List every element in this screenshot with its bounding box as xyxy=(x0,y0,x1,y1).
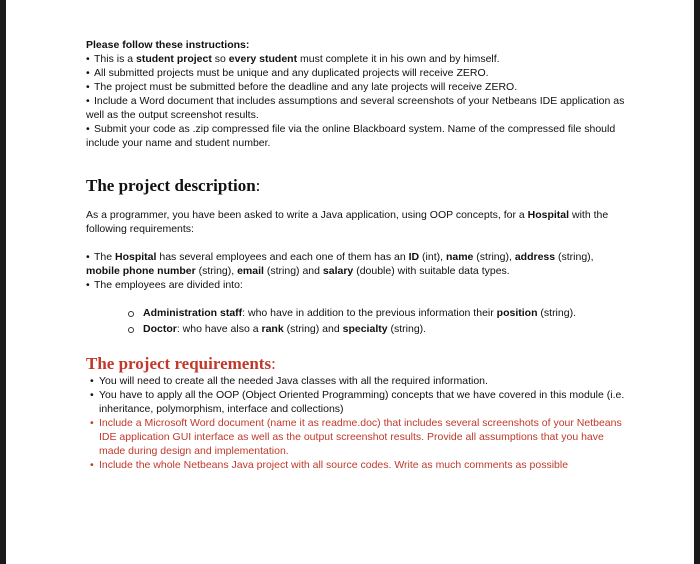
instructions-title: Please follow these instructions: xyxy=(86,39,250,51)
requirement-item: • You will need to create all the needed Java classes with all the required information. xyxy=(90,375,488,387)
sub-item-admin: Administration staff: who have in addition to the previous information their position (string). xyxy=(128,306,626,320)
employees-divided-bullet: • The employees are divided into: xyxy=(86,279,243,291)
requirement-item: • You have to apply all the OOP (Object Oriented Programming) concepts that we have covered in this module (i.e. inheritance, polymorphism, interface and collections) xyxy=(90,389,625,415)
bullet-icon: • xyxy=(90,375,94,387)
bullet-icon: • xyxy=(86,279,90,291)
requirement-item: • Include the whole Netbeans Java project with all source codes. Write as much comments as possible xyxy=(90,459,569,471)
bullet-icon: • xyxy=(90,417,94,429)
bullet-icon: • xyxy=(86,81,90,93)
description-intro: As a programmer, you have been asked to write a Java application, using OOP concepts, for a Hospital with the following requirements: xyxy=(86,209,609,235)
left-edge-bar xyxy=(0,0,6,564)
requirements-heading: The project requirements: xyxy=(86,354,276,373)
circle-bullet-icon xyxy=(128,311,134,317)
bullet-icon: • xyxy=(86,95,90,107)
requirements-list xyxy=(86,374,626,472)
instruction-item: • Include a Word document that includes assumptions and several screenshots of your Netbeans IDE application as well as the output screenshot results. xyxy=(86,95,625,121)
instruction-item: • Submit your code as .zip compressed file via the online Blackboard system. Name of the compressed file should include your name and student number. xyxy=(86,123,616,149)
instruction-item: • This is a student project so every student must complete it in his own and by himself. xyxy=(86,53,500,65)
requirement-item: • Include a Microsoft Word document (name it as readme.doc) that includes several screenshots of your Netbeans IDE application GUI interface as well as the output screenshot results. Provide all assumptions that you have made during design and implementation. xyxy=(90,417,622,457)
bullet-icon: • xyxy=(90,389,94,401)
bullet-icon: • xyxy=(86,123,90,135)
bullet-icon: • xyxy=(86,53,90,65)
description-heading: The project description: xyxy=(86,176,261,195)
bullet-icon: • xyxy=(86,251,90,263)
bullet-icon: • xyxy=(90,459,94,471)
sub-item-doctor: Doctor: who have also a rank (string) and specialty (string). xyxy=(128,322,626,336)
right-edge-bar xyxy=(694,0,700,564)
bullet-icon: • xyxy=(86,67,90,79)
document-page xyxy=(86,36,626,472)
employee-bullet: • The Hospital has several employees and each one of them has an ID (int), name (string), address (string), mobile phone number (string), email (string) and salary (double) with suitable data types. xyxy=(86,251,594,277)
circle-bullet-icon xyxy=(128,327,134,333)
instruction-item: • The project must be submitted before the deadline and any late projects will receive ZERO. xyxy=(86,81,518,93)
instruction-item: • All submitted projects must be unique and any duplicated projects will receive ZERO. xyxy=(86,67,489,79)
